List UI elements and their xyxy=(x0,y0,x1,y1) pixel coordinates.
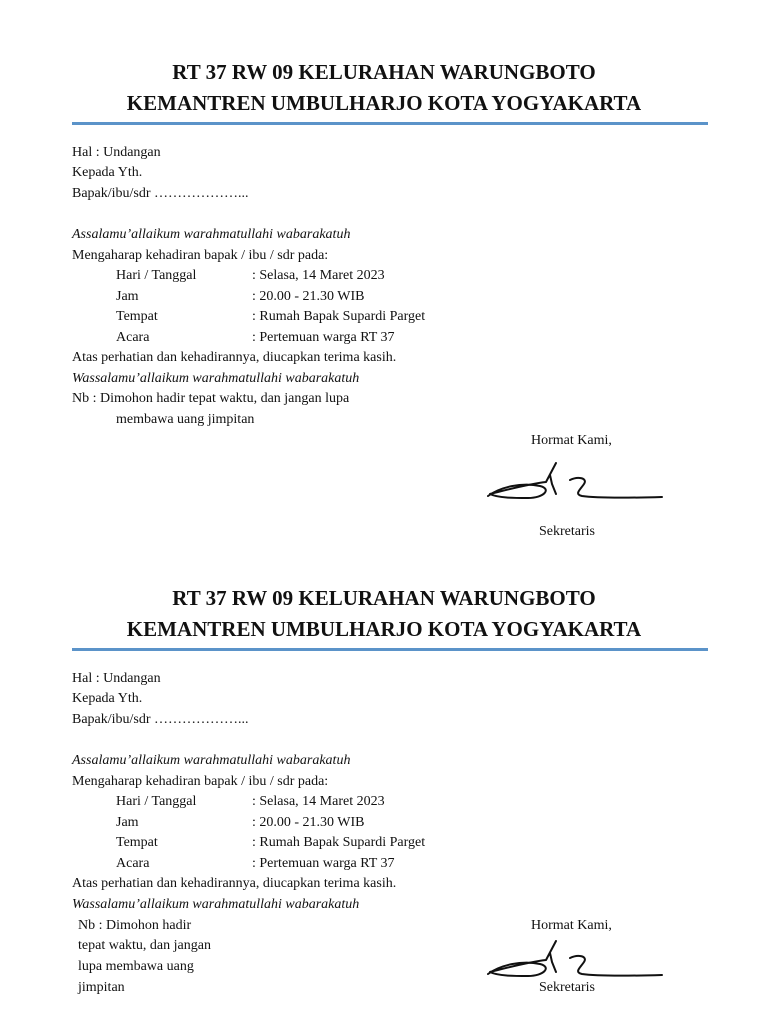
detail-value: : Selasa, 14 Maret 2023 xyxy=(252,794,385,809)
detail-label: Jam xyxy=(116,289,139,304)
detail-value: : Selasa, 14 Maret 2023 xyxy=(252,268,385,283)
regards-text: Hormat Kami, xyxy=(531,433,612,448)
note-line: Nb : Dimohon hadir tepat waktu, dan jangan lupa xyxy=(72,391,350,406)
detail-label: Tempat xyxy=(116,309,158,324)
detail-label: Acara xyxy=(116,856,150,871)
signatory-title: Sekretaris xyxy=(539,980,595,995)
recipient-name: Bapak/ibu/sdr ………………... xyxy=(72,712,249,727)
recipient-label: Kepada Yth. xyxy=(72,691,143,706)
note-line: membawa uang jimpitan xyxy=(116,412,255,427)
note-line: jimpitan xyxy=(78,980,125,995)
detail-value: : 20.00 - 21.30 WIB xyxy=(252,289,365,304)
signatory-title: Sekretaris xyxy=(539,524,595,539)
header-divider xyxy=(72,648,708,651)
detail-label: Tempat xyxy=(116,835,158,850)
regards-text: Hormat Kami, xyxy=(531,918,612,933)
recipient-name: Bapak/ibu/sdr ………………... xyxy=(72,186,249,201)
detail-label: Hari / Tanggal xyxy=(116,268,197,283)
subject-line: Hal : Undangan xyxy=(72,145,161,160)
closing-text: Atas perhatian dan kehadirannya, diucapkan terima kasih. xyxy=(72,876,397,891)
closing-greeting: Wassalamu’allaikum warahmatullahi wabarakatuh xyxy=(72,371,360,386)
detail-value: : Rumah Bapak Supardi Parget xyxy=(252,835,426,850)
note-line: lupa membawa uang xyxy=(78,959,194,974)
detail-value: : 20.00 - 21.30 WIB xyxy=(252,815,365,830)
signature-icon xyxy=(486,938,666,980)
detail-value: : Rumah Bapak Supardi Parget xyxy=(252,309,426,324)
note-line: Nb : Dimohon hadir xyxy=(78,918,192,933)
invitation-letter-2 xyxy=(0,560,768,1024)
header-divider xyxy=(72,122,708,125)
letter-title-line1: RT 37 RW 09 KELURAHAN WARUNGBOTO xyxy=(172,60,596,84)
detail-label: Acara xyxy=(116,330,150,345)
detail-value: : Pertemuan warga RT 37 xyxy=(252,856,395,871)
intro-text: Mengaharap kehadiran bapak / ibu / sdr pada: xyxy=(72,774,329,789)
detail-value: : Pertemuan warga RT 37 xyxy=(252,330,395,345)
note-line: tepat waktu, dan jangan xyxy=(78,938,211,953)
opening-greeting: Assalamu’allaikum warahmatullahi wabarakatuh xyxy=(72,227,351,242)
detail-label: Hari / Tanggal xyxy=(116,794,197,809)
recipient-label: Kepada Yth. xyxy=(72,165,143,180)
letter-title-line2: KEMANTREN UMBULHARJO KOTA YOGYAKARTA xyxy=(126,617,642,641)
closing-text: Atas perhatian dan kehadirannya, diucapkan terima kasih. xyxy=(72,350,397,365)
letter-title-line2: KEMANTREN UMBULHARJO KOTA YOGYAKARTA xyxy=(126,91,642,115)
intro-text: Mengaharap kehadiran bapak / ibu / sdr pada: xyxy=(72,248,329,263)
opening-greeting: Assalamu’allaikum warahmatullahi wabarakatuh xyxy=(72,753,351,768)
signature-icon xyxy=(486,460,666,502)
closing-greeting: Wassalamu’allaikum warahmatullahi wabarakatuh xyxy=(72,897,360,912)
subject-line: Hal : Undangan xyxy=(72,671,161,686)
detail-label: Jam xyxy=(116,815,139,830)
letter-title-line1: RT 37 RW 09 KELURAHAN WARUNGBOTO xyxy=(172,586,596,610)
